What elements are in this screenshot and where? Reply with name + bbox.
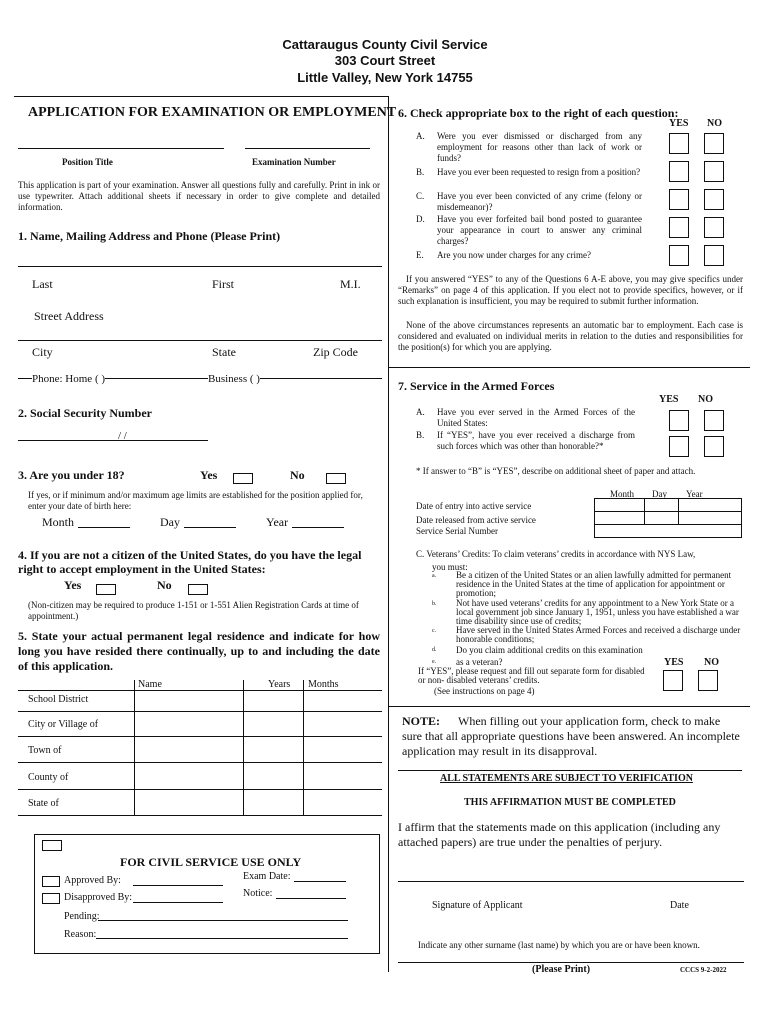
res-col-line-1 xyxy=(134,680,135,816)
disapproved-checkbox[interactable] xyxy=(42,893,60,904)
affirmation-text: I affirm that the statements made on this application (including any attached papers) are true under the penalties of perjury. xyxy=(398,820,721,849)
vet-must: you must: xyxy=(432,562,468,572)
dob-year-label: Year xyxy=(266,515,289,529)
q7-no-header: NO xyxy=(698,394,713,405)
vet-credits-intro: C. Veterans’ Credits: To claim veterans’ credits in accordance with NYS Law, xyxy=(416,549,696,559)
exam-date-label: Exam Date: xyxy=(243,871,291,882)
phone-business-label: Business ( ) xyxy=(208,373,260,385)
q6a-no-checkbox[interactable] xyxy=(704,133,724,154)
vet-item-text: Not have used veterans’ credits for any appointment to a New York State or a local government job since January 1, 1951, unless you have established a war time disability since use of credits; xyxy=(456,598,739,626)
res-row-line[interactable] xyxy=(18,815,382,816)
column-divider xyxy=(388,96,389,972)
vet-see-instructions: (See instructions on page 4) xyxy=(434,686,535,696)
notice-field[interactable] xyxy=(276,898,346,899)
reason-label: Reason: xyxy=(64,929,97,940)
street-address-label: Street Address xyxy=(34,309,104,323)
res-header-line xyxy=(18,690,382,691)
q7-a-text: Have you ever served in the Armed Forces of the United States: xyxy=(437,407,635,428)
res-row-line[interactable] xyxy=(18,736,382,737)
verification-notice: ALL STATEMENTS ARE SUBJECT TO VERIFICATION xyxy=(440,773,693,784)
q6-item-text: Have you ever been requested to resign from a position? xyxy=(437,167,641,177)
svc-row-label: Service Serial Number xyxy=(416,526,498,536)
svc-year-header: Year xyxy=(686,489,703,499)
org-city: Little Valley, New York 14755 xyxy=(297,70,473,85)
dob-year-field[interactable] xyxy=(292,527,344,528)
svc-month-header: Month xyxy=(610,489,635,499)
q6e-yes-checkbox[interactable] xyxy=(669,245,689,266)
q4-yes-label: Yes xyxy=(64,578,82,592)
exam-number-field[interactable] xyxy=(245,148,370,149)
org-street: 303 Court Street xyxy=(334,53,436,68)
q7-yes-header: YES xyxy=(659,394,679,405)
affirmation-title: THIS AFFIRMATION MUST BE COMPLETED xyxy=(464,797,676,808)
svc-day-header: Day xyxy=(652,489,667,499)
q6-item-letter: A. xyxy=(416,131,425,141)
vet-yes-checkbox[interactable] xyxy=(663,670,683,691)
state-label: State xyxy=(212,345,236,359)
q7-a-letter: A. xyxy=(416,407,425,417)
name-field-line[interactable] xyxy=(18,266,382,267)
q6b-yes-checkbox[interactable] xyxy=(669,161,689,182)
intro-text: This application is part of your examination. Answer all questions fully and carefully. Print in ink or use typewriter. Attach additional sheets if necessary in order to give complete and detailed information. xyxy=(18,180,380,212)
vet-item-letter: c. xyxy=(432,628,437,634)
q6-heading: 6. Check appropriate box to the right of each question: xyxy=(398,106,679,120)
q6-item-letter: C. xyxy=(416,191,425,201)
note-bottom-rule xyxy=(398,770,742,771)
mi-label: M.I. xyxy=(340,277,361,291)
vet-item-text: Have served in the United States Armed Forces and received a discharge under honorable conditions; xyxy=(456,625,741,644)
q3-yes-checkbox[interactable] xyxy=(233,473,253,484)
phone-home-label: Phone: Home ( ) xyxy=(32,373,106,385)
position-title-label: Position Title xyxy=(62,157,113,167)
vet-item-letter: b. xyxy=(432,601,437,607)
res-col-line-3 xyxy=(303,680,304,816)
vet-item-text: Do you claim additional credits on this examination xyxy=(456,645,643,655)
q3-no-checkbox[interactable] xyxy=(326,473,346,484)
q3-yes-label: Yes xyxy=(200,468,218,482)
approved-checkbox[interactable] xyxy=(42,876,60,887)
q6e-no-checkbox[interactable] xyxy=(704,245,724,266)
vet-if-yes: If “YES”, please request and fill out separate form for disabled or non- disabled veterans’ credits. xyxy=(418,666,645,685)
q4-yes-checkbox[interactable] xyxy=(96,584,116,595)
q7a-no-checkbox[interactable] xyxy=(704,410,724,431)
street-field-line[interactable] xyxy=(18,340,382,341)
disapproved-label: Disapproved By: xyxy=(64,892,133,903)
res-row-label: State of xyxy=(28,798,59,809)
q7-b-letter: B. xyxy=(416,430,425,440)
dob-day-field[interactable] xyxy=(184,527,236,528)
pending-label: Pending: xyxy=(64,911,100,922)
note-top-rule xyxy=(388,706,750,707)
q6-remarks-note: If you answered “YES” to any of the Questions 6 A-E above, you may give specifics under “Remarks” on page 4 of this application. If you elect not to provide specifics, however, or if such explanation is insufficient, you may be required to submit further information. xyxy=(398,274,743,306)
vet-item-text: as a veteran? xyxy=(456,657,503,667)
q6c-no-checkbox[interactable] xyxy=(704,189,724,210)
q7b-yes-checkbox[interactable] xyxy=(669,436,689,457)
q4-no-checkbox[interactable] xyxy=(188,584,208,595)
dob-month-field[interactable] xyxy=(78,527,130,528)
signature-label: Signature of Applicant xyxy=(432,900,523,911)
q6-item-text: Are you now under charges for any crime? xyxy=(437,250,592,260)
date-label: Date xyxy=(670,900,689,911)
vet-no-header: NO xyxy=(704,657,719,668)
q7-note: * If answer to “B” is “YES”, describe on additional sheet of paper and attach. xyxy=(416,466,696,476)
q6d-no-checkbox[interactable] xyxy=(704,217,724,238)
service-dates-table xyxy=(594,498,742,538)
first-label: First xyxy=(212,277,235,291)
q6-item-text: Were you ever dismissed or discharged from any employment for reasons other than lack of work or funds? xyxy=(437,131,642,163)
approved-field[interactable] xyxy=(133,885,223,886)
q3-note: If yes, or if minimum and/or maximum age limits are established for the position applied for, enter your date of birth here: xyxy=(28,490,363,511)
q4-no-label: No xyxy=(157,578,172,592)
vet-item-letter: e. xyxy=(432,659,437,665)
svc-cell[interactable] xyxy=(679,499,742,512)
q6-item-letter: D. xyxy=(416,214,425,224)
q7a-yes-checkbox[interactable] xyxy=(669,410,689,431)
position-title-field[interactable] xyxy=(18,148,224,149)
q3-no-label: No xyxy=(290,468,305,482)
org-name: Cattaraugus County Civil Service xyxy=(282,37,488,52)
city-label: City xyxy=(32,345,53,359)
q6-no-header: NO xyxy=(707,118,722,129)
approved-label: Approved By: xyxy=(64,875,121,886)
note-label: NOTE: xyxy=(402,714,441,728)
top-rule-left xyxy=(14,96,388,97)
q7-heading: 7. Service in the Armed Forces xyxy=(398,379,555,393)
dob-month-label: Month xyxy=(42,515,75,529)
q6c-yes-checkbox[interactable] xyxy=(669,189,689,210)
res-name-header: Name xyxy=(138,679,162,690)
res-row-label: School District xyxy=(28,694,89,705)
vet-yes-header: YES xyxy=(664,657,684,668)
q6-bar-note: None of the above circumstances represents an automatic bar to employment. Each case is considered and evaluated on individual merits in relation to the duties and responsibilities for the position(s) for which you are applying. xyxy=(398,320,743,352)
surname-instruction: Indicate any other surname (last name) by which you are or have been known. xyxy=(418,940,700,950)
q6-item-letter: B. xyxy=(416,167,425,177)
please-print: (Please Print) xyxy=(532,964,591,975)
q1-heading: 1. Name, Mailing Address and Phone (Please Print) xyxy=(18,229,281,243)
form-code: CCCS 9-2-2022 xyxy=(680,966,727,974)
disapproved-field[interactable] xyxy=(133,902,223,903)
res-months-header: Months xyxy=(308,679,339,690)
surname-field[interactable] xyxy=(398,962,744,963)
q6a-yes-checkbox[interactable] xyxy=(669,133,689,154)
pending-field[interactable] xyxy=(98,920,348,921)
res-row-label: City or Village of xyxy=(28,719,99,730)
signature-line[interactable] xyxy=(398,881,744,882)
note-text: When filling out your application form, check to make sure that all appropriate questions have been answered. An incomplete application may result in its disapproval. xyxy=(402,714,740,758)
q2-heading: 2. Social Security Number xyxy=(18,406,152,420)
svc-row-label: Date of entry into active service xyxy=(416,501,532,511)
exam-date-field[interactable] xyxy=(294,881,346,882)
q4-note: (Non-citizen may be required to produce 1-151 or 1-551 Alien Registration Cards at time of appointment.) xyxy=(28,600,359,621)
dob-day-label: Day xyxy=(160,515,180,529)
q6b-no-checkbox[interactable] xyxy=(704,161,724,182)
q7b-no-checkbox[interactable] xyxy=(704,436,724,457)
q6-item-text: Have you ever forfeited bail bond posted to guarantee your appearance in court to answer any criminal charges? xyxy=(437,214,642,246)
ssn-separators: / / xyxy=(118,430,127,442)
zip-label: Zip Code xyxy=(313,345,358,359)
form-title: APPLICATION FOR EXAMINATION OR EMPLOYMENT xyxy=(28,105,397,120)
last-label: Last xyxy=(32,277,53,291)
q6-item-letter: E. xyxy=(416,250,424,260)
q3-heading: 3. Are you under 18? xyxy=(18,468,125,482)
office-use-checkbox[interactable] xyxy=(42,840,62,851)
vet-item-letter: d. xyxy=(432,647,437,653)
q7-top-rule xyxy=(388,367,750,368)
vet-item-letter: a. xyxy=(432,573,437,579)
res-row-line[interactable] xyxy=(18,789,382,790)
q7-b-text: If “YES”, have you ever received a discharge from such forces which was other than honorable?* xyxy=(437,430,635,451)
vet-item-text: Be a citizen of the United States or an alien lawfully admitted for permanent residence in the United States at the time of application for appointment or promotion; xyxy=(456,570,732,598)
svc-cell[interactable] xyxy=(645,499,679,512)
res-row-label: County of xyxy=(28,772,69,783)
res-col-line-2 xyxy=(243,680,244,816)
ssn-field[interactable] xyxy=(18,440,208,441)
exam-number-label: Examination Number xyxy=(252,157,336,167)
res-row-line[interactable] xyxy=(18,762,382,763)
res-years-header: Years xyxy=(268,679,291,690)
q6-item-text: Have you ever been convicted of any crime (felony or misdemeanor)? xyxy=(437,191,642,212)
q5-heading: 5. State your actual permanent legal residence and indicate for how long you have resided there continually, up to and including the date of this application. xyxy=(18,629,380,673)
res-row-line[interactable] xyxy=(18,711,382,712)
svc-cell[interactable] xyxy=(595,499,645,512)
vet-no-checkbox[interactable] xyxy=(698,670,718,691)
q4-heading: 4. If you are not a citizen of the United States, do you have the legal right to accept employment in the United States: xyxy=(18,548,362,576)
office-use-title: FOR CIVIL SERVICE USE ONLY xyxy=(120,855,302,869)
svc-cell[interactable] xyxy=(595,512,645,525)
svc-cell[interactable] xyxy=(679,512,742,525)
reason-field[interactable] xyxy=(96,938,348,939)
svc-serial-cell[interactable] xyxy=(595,525,742,538)
notice-label: Notice: xyxy=(243,888,273,899)
svc-row-label: Date released from active service xyxy=(416,515,536,525)
svc-cell[interactable] xyxy=(645,512,679,525)
q6d-yes-checkbox[interactable] xyxy=(669,217,689,238)
q6-yes-header: YES xyxy=(669,118,689,129)
res-row-label: Town of xyxy=(28,745,62,756)
